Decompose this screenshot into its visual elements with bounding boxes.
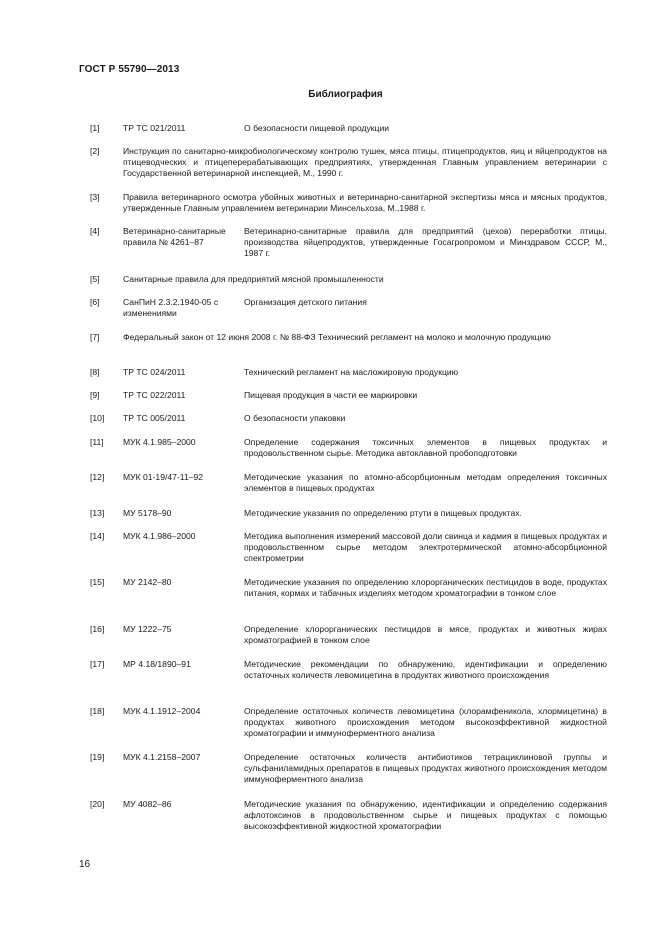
entry-code: ТР ТС 021/2011 [123, 123, 186, 133]
entry-number: [17] [90, 659, 105, 669]
entry-text: Определение хлорорганических пестицидов в мясе, продуктах и животных жирах хроматографией в тонком слое [244, 624, 607, 646]
entry-text: Определение остаточных количеств антибиотиков тетрациклиновой группы и сульфаниламидных препаратов в пищевых продуктах животного происхождения методом иммуноферментного анализа [244, 752, 607, 785]
entry-number: [8] [90, 367, 100, 377]
standard-id: ГОСТ Р 55790—2013 [79, 64, 180, 75]
entry-number: [7] [90, 332, 100, 342]
entry-text: Методические указания по определению ртути в пищевых продуктах. [244, 508, 522, 518]
entry-text: Федеральный закон от 12 июня 2008 г. № 88-ФЗ Технический регламент на молоко и молочную продукцию [123, 332, 551, 342]
entry-code: МУ 4082–86 [123, 799, 172, 809]
entry-number: [16] [90, 624, 105, 634]
entry-code: ТР ТС 022/2011 [123, 390, 186, 400]
entry-number: [5] [90, 274, 100, 284]
entry-code: МУК 4.1.985–2000 [123, 437, 196, 447]
entry-text: Методические указания по атомно-абсорбционным методам определения токсичных элементов в пищевых продуктах [244, 472, 607, 494]
entry-text: Организация детского питания [244, 297, 367, 307]
entry-text: Методические рекомендации по обнаружению, идентификации и определению остаточных количеств левомицетина в продуктах животного происхождения [244, 659, 607, 681]
entry-text: О безопасности упаковки [244, 413, 346, 423]
entry-text: Инструкция по санитарно-микробиологическому контролю тушек, мяса птицы, птицепродуктов, яиц и яйцепродуктов на птицеводческих и птицеперерабатывающих предприятиях, утвержденная Главным управлением ветеринарии с Государственной ветеринарной инспекцией, М., 1990 г. [123, 146, 607, 179]
entry-number: [13] [90, 508, 105, 518]
entry-text: О безопасности пищевой продукции [244, 123, 390, 133]
entry-code: ТР ТС 005/2011 [123, 413, 186, 423]
entry-code: МУ 2142–80 [123, 577, 172, 587]
entry-number: [20] [90, 799, 105, 809]
entry-number: [12] [90, 472, 105, 482]
entry-number: [3] [90, 192, 100, 202]
page-title: Библиография [308, 89, 383, 100]
entry-number: [1] [90, 123, 100, 133]
entry-number: [15] [90, 577, 105, 587]
entry-text: Пищевая продукция в части ее маркировки [244, 390, 418, 400]
entry-code: МУК 01-19/47-11–92 [123, 472, 204, 482]
entry-number: [11] [90, 437, 104, 447]
entry-code: ТР ТС 024/2011 [123, 367, 186, 377]
entry-text: Технический регламент на масложировую продукцию [244, 367, 459, 377]
entry-number: [10] [90, 413, 105, 423]
page-number: 16 [79, 859, 91, 870]
entry-number: [4] [90, 226, 100, 236]
entry-code: МУК 4.1.986–2000 [123, 531, 196, 541]
entry-code: МУК 4.1.1912–2004 [123, 706, 201, 716]
entry-text: Методические указания по обнаружению, идентификации и определению содержания афлотоксинов в продовольственном сырье и пищевых продуктах с помощью высокоэффективной жидкостной хроматографии [244, 799, 607, 832]
entry-text: Санитарные правила для предприятий мясной промышленности [123, 274, 384, 284]
entry-number: [19] [90, 752, 105, 762]
entry-number: [14] [90, 531, 105, 541]
entry-code: МУ 1222–75 [123, 624, 172, 634]
entry-text: Методические указания по определению хлорорганических пестицидов в воде, продуктах питания, кормах и табачных изделиях методом хроматографии в тонком слое [244, 577, 607, 599]
entry-text: Правила ветеринарного осмотра убойных животных и ветеринарно-санитарной экспертизы мяса и мясных продуктов, утвержденные Главным управлением ветеринарии Минсельхоза, М.,1988 г. [123, 192, 607, 214]
entry-number: [2] [90, 146, 100, 156]
entry-text: Определение остаточных количеств левомицетина (хлорамфеникола, хлормицетина) в продуктах животного происхождения методом высокоэффективной жидкостной хроматографии и иммуноферментного анализа [244, 706, 607, 739]
entry-number: [9] [90, 390, 100, 400]
entry-number: [6] [90, 297, 100, 307]
entry-code: СанПиН 2.3.2.1940-05 с изменениями [123, 297, 219, 319]
entry-code: Ветеринарно-санитарные правила № 4261–87 [123, 226, 226, 248]
entry-text: Методика выполнения измерений массовой доли свинца и кадмия в пищевых продуктах и продовольственном сырье методом электротермической атомно-абсорбционной спектрометрии [244, 531, 607, 564]
entry-text: Определение содержания токсичных элементов в пищевых продуктах и продовольственном сырье. Методика автоклавной пробоподготовки [244, 437, 607, 459]
entry-code: МУ 5178–90 [123, 508, 172, 518]
entry-number: [18] [90, 706, 105, 716]
entry-text: Ветеринарно-санитарные правила для предприятий (цехов) переработки птицы, производства яйцепродуктов, утвержденные Госагропромом и Минздравом СССР, М., 1987 г. [244, 226, 607, 259]
entry-code: МУК 4.1.2158–2007 [123, 752, 201, 762]
entry-code: МР 4.18/1890–91 [123, 659, 191, 669]
